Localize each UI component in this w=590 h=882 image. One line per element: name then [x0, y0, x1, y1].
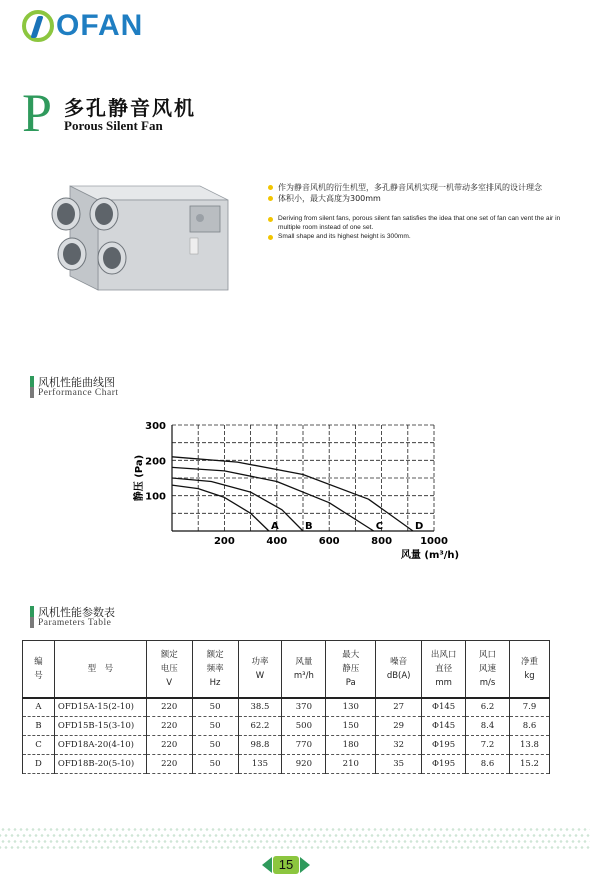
x-tick-label: 600	[318, 536, 340, 547]
table-header-cell: 额定 电压 V	[146, 641, 192, 698]
table-header-row	[23, 641, 550, 698]
table-cell: 50	[192, 736, 238, 755]
x-axis-label: 风量 (m³/h)	[400, 550, 460, 561]
feature-item-en: Deriving from silent fans, porous silent fan satisfies the idea that one set of fan can vent the air in multiple room instead of one set.	[268, 214, 568, 232]
table-cell: 7.9	[509, 698, 549, 717]
page-title	[22, 83, 322, 143]
arrow-left-icon	[262, 857, 272, 873]
table-cell: 135	[238, 755, 282, 774]
y-tick-label: 300	[145, 421, 166, 432]
table-cell: Φ195	[422, 755, 466, 774]
bullet-icon	[268, 196, 273, 201]
table-header-cell: 型 号	[54, 641, 146, 698]
table-cell: 50	[192, 717, 238, 736]
table-cell: 6.2	[466, 698, 510, 717]
table-cell: 370	[282, 698, 326, 717]
table-cell: 8.6	[509, 717, 549, 736]
table-cell: 770	[282, 736, 326, 755]
table-row	[23, 755, 550, 774]
table-cell: Φ195	[422, 736, 466, 755]
logo-icon	[22, 10, 54, 42]
table-header-cell: 最大 静压 Pa	[326, 641, 376, 698]
x-tick-label: 400	[266, 536, 288, 547]
section-title-en: Performance Chart	[38, 388, 119, 398]
table-cell: 500	[282, 717, 326, 736]
section-header-table	[30, 604, 330, 630]
table-cell: Φ145	[422, 698, 466, 717]
feature-list	[268, 182, 568, 241]
table-cell: 29	[376, 717, 422, 736]
series-line-a	[172, 485, 269, 531]
series-label: C	[375, 521, 384, 532]
series-label: D	[415, 521, 424, 532]
table-cell: 220	[146, 698, 192, 717]
table-cell: C	[23, 736, 55, 755]
product-image	[50, 178, 230, 298]
table-cell: 7.2	[466, 736, 510, 755]
bullet-icon	[268, 235, 273, 240]
table-cell: OFD18B-20(5-10)	[54, 755, 146, 774]
table-cell: A	[23, 698, 55, 717]
table-header-cell: 功率 W	[238, 641, 282, 698]
footer-decoration	[0, 826, 590, 852]
table-cell: 180	[326, 736, 376, 755]
table-cell: OFD15A-15(2-10)	[54, 698, 146, 717]
series-label: A	[270, 521, 279, 532]
table-cell: 220	[146, 717, 192, 736]
table-cell: 98.8	[238, 736, 282, 755]
table-cell: Φ145	[422, 717, 466, 736]
brand-name: OFAN	[56, 9, 144, 42]
table-header-cell: 噪音 dB(A)	[376, 641, 422, 698]
table-cell: 32	[376, 736, 422, 755]
table-cell: 8.6	[466, 755, 510, 774]
x-tick-label: 200	[213, 536, 235, 547]
table-cell: 150	[326, 717, 376, 736]
y-tick-label: 200	[145, 456, 166, 468]
series-line-b	[172, 478, 303, 531]
performance-chart	[120, 415, 460, 565]
table-row	[23, 736, 550, 755]
title-initial: P	[22, 83, 53, 143]
table-cell: D	[23, 755, 55, 774]
feature-item-en: Small shape and its highest height is 300mm.	[268, 232, 568, 241]
bullet-icon	[268, 217, 273, 222]
section-title-en: Parameters Table	[38, 618, 112, 628]
feature-item: 作为静音风机的衍生机型，多孔静音风机实现一机带动多室排风的设计理念	[268, 182, 568, 193]
table-cell: OFD15B-15(3-10)	[54, 717, 146, 736]
table-header-cell: 风口 风速 m/s	[466, 641, 510, 698]
table-cell: 38.5	[238, 698, 282, 717]
table-cell: 220	[146, 736, 192, 755]
table-row	[23, 698, 550, 717]
section-title-cn: 风机性能参数表	[38, 606, 115, 619]
table-cell: 13.8	[509, 736, 549, 755]
title-cn: 多孔静音风机	[64, 96, 196, 120]
table-row	[23, 717, 550, 736]
title-en: Porous Silent Fan	[64, 118, 163, 133]
table-cell: 210	[326, 755, 376, 774]
table-header-cell: 出风口 直径 mm	[422, 641, 466, 698]
section-header-chart	[30, 374, 330, 400]
table-cell: 8.4	[466, 717, 510, 736]
parameters-table	[22, 640, 550, 774]
table-cell: 27	[376, 698, 422, 717]
x-tick-label: 800	[371, 536, 393, 547]
series-label: B	[305, 521, 313, 532]
y-tick-label: 100	[145, 491, 166, 503]
section-title-cn: 风机性能曲线图	[38, 376, 115, 389]
table-header-cell: 额定 频率 Hz	[192, 641, 238, 698]
table-cell: B	[23, 717, 55, 736]
table-cell: 35	[376, 755, 422, 774]
table-cell: OFD18A-20(4-10)	[54, 736, 146, 755]
table-cell: 62.2	[238, 717, 282, 736]
table-header-cell: 风量 m³/h	[282, 641, 326, 698]
brand-logo	[22, 6, 143, 46]
table-cell: 130	[326, 698, 376, 717]
table-cell: 920	[282, 755, 326, 774]
table-header-cell: 净重 kg	[509, 641, 549, 698]
page-number: 15	[262, 855, 310, 875]
bullet-icon	[268, 185, 273, 190]
table-header-cell: 编 号	[23, 641, 55, 698]
arrow-right-icon	[300, 857, 310, 873]
y-axis-label: 静压 (Pa)	[134, 454, 145, 502]
table-cell: 220	[146, 755, 192, 774]
table-cell: 50	[192, 755, 238, 774]
feature-item: 体积小，最大高度为300mm	[268, 193, 568, 204]
table-cell: 15.2	[509, 755, 549, 774]
x-tick-label: 1000	[420, 536, 448, 547]
table-cell: 50	[192, 698, 238, 717]
